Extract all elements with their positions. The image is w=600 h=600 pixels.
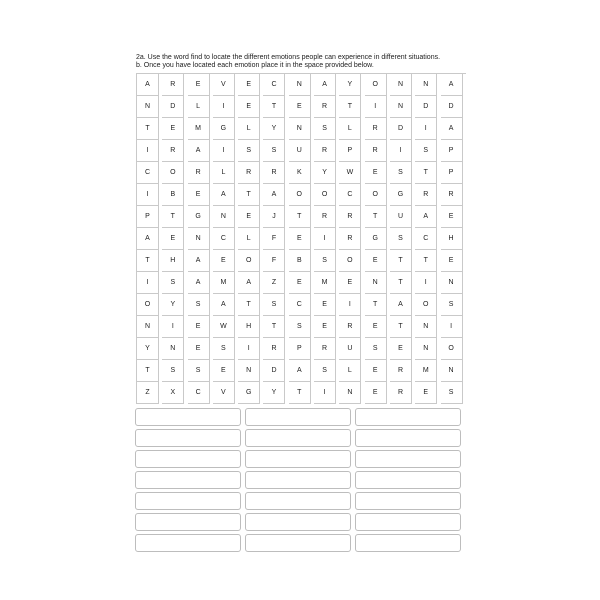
grid-cell: A [289, 360, 311, 382]
grid-cell: E [365, 162, 387, 184]
grid-cell: A [137, 228, 159, 250]
grid-cell: F [263, 250, 285, 272]
grid-cell: W [339, 162, 361, 184]
grid-cell: A [314, 74, 336, 96]
grid-cell: N [441, 360, 463, 382]
answer-box[interactable] [135, 492, 241, 510]
grid-cell: S [314, 360, 336, 382]
grid-cell: Z [263, 272, 285, 294]
grid-cell: I [162, 316, 184, 338]
grid-cell: N [339, 382, 361, 404]
grid-cell: E [213, 250, 235, 272]
grid-cell: D [162, 96, 184, 118]
grid-cell: X [162, 382, 184, 404]
grid-cell: R [314, 140, 336, 162]
grid-cell: S [441, 382, 463, 404]
answer-box[interactable] [245, 408, 351, 426]
grid-cell: O [238, 250, 260, 272]
answer-box[interactable] [355, 534, 461, 552]
grid-cell: E [441, 250, 463, 272]
grid-cell: N [415, 316, 437, 338]
grid-cell: R [314, 338, 336, 360]
grid-cell: P [289, 338, 311, 360]
grid-cell: H [238, 316, 260, 338]
grid-cell: G [365, 228, 387, 250]
grid-cell: R [314, 96, 336, 118]
grid-cell: S [188, 360, 210, 382]
grid-cell: A [213, 294, 235, 316]
grid-cell: T [339, 96, 361, 118]
grid-cell: E [162, 118, 184, 140]
grid-cell: G [238, 382, 260, 404]
grid-cell: E [339, 272, 361, 294]
grid-cell: E [390, 338, 412, 360]
grid-cell: E [289, 228, 311, 250]
grid-cell: E [188, 338, 210, 360]
grid-cell: J [263, 206, 285, 228]
grid-cell: E [415, 382, 437, 404]
word-search-grid [136, 73, 466, 404]
grid-cell: I [314, 228, 336, 250]
grid-cell: L [339, 360, 361, 382]
grid-cell: E [314, 316, 336, 338]
grid-cell: G [390, 184, 412, 206]
grid-cell: D [390, 118, 412, 140]
grid-cell: N [289, 74, 311, 96]
grid-cell: S [263, 140, 285, 162]
answer-box[interactable] [355, 492, 461, 510]
grid-cell: L [238, 228, 260, 250]
grid-cell: T [137, 360, 159, 382]
grid-cell: V [213, 382, 235, 404]
grid-cell: A [188, 272, 210, 294]
answer-box[interactable] [355, 408, 461, 426]
grid-cell: S [289, 316, 311, 338]
instruction-b: b. Once you have located each emotion place it in the space provided below. [136, 62, 374, 69]
grid-cell: E [238, 74, 260, 96]
grid-cell: N [415, 338, 437, 360]
grid-cell: I [213, 140, 235, 162]
grid-cell: T [263, 316, 285, 338]
grid-cell: A [441, 74, 463, 96]
grid-cell: C [289, 294, 311, 316]
grid-cell: Y [263, 118, 285, 140]
answer-box[interactable] [135, 450, 241, 468]
grid-cell: W [213, 316, 235, 338]
grid-cell: A [390, 294, 412, 316]
grid-cell: L [213, 162, 235, 184]
answer-box[interactable] [245, 450, 351, 468]
grid-cell: F [263, 228, 285, 250]
instruction-2a: 2a. Use the word find to locate the different emotions people can experience in different situations. [136, 54, 441, 61]
grid-cell: E [365, 250, 387, 272]
grid-cell: H [162, 250, 184, 272]
grid-cell: E [238, 96, 260, 118]
grid-cell: E [289, 272, 311, 294]
grid-cell: I [137, 184, 159, 206]
grid-cell: T [137, 250, 159, 272]
grid-cell: S [314, 118, 336, 140]
grid-cell: E [238, 206, 260, 228]
grid-cell: O [162, 162, 184, 184]
grid-cell: Y [263, 382, 285, 404]
grid-cell: C [213, 228, 235, 250]
grid-cell: E [365, 382, 387, 404]
grid-cell: O [314, 184, 336, 206]
grid-cell: N [415, 74, 437, 96]
grid-cell: E [365, 360, 387, 382]
grid-cell: R [238, 162, 260, 184]
grid-cell: N [137, 96, 159, 118]
grid-cell: N [188, 228, 210, 250]
grid-cell: S [188, 294, 210, 316]
grid-cell: N [289, 118, 311, 140]
instructions [136, 54, 476, 70]
grid-cell: M [415, 360, 437, 382]
grid-cell: Y [314, 162, 336, 184]
answer-boxes [135, 408, 461, 552]
grid-cell: R [339, 316, 361, 338]
grid-cell: L [238, 118, 260, 140]
grid-cell: R [415, 184, 437, 206]
grid-cell: I [415, 272, 437, 294]
grid-cell: T [365, 206, 387, 228]
grid-cell: O [137, 294, 159, 316]
grid-cell: N [390, 96, 412, 118]
grid-cell: U [339, 338, 361, 360]
grid-cell: G [213, 118, 235, 140]
grid-cell: D [415, 96, 437, 118]
grid-cell: T [365, 294, 387, 316]
answer-box[interactable] [355, 513, 461, 531]
grid-cell: Y [339, 74, 361, 96]
grid-cell: T [137, 118, 159, 140]
grid-cell: D [263, 360, 285, 382]
grid-cell: E [188, 74, 210, 96]
grid-cell: E [314, 294, 336, 316]
grid-cell: E [441, 206, 463, 228]
grid-cell: R [339, 206, 361, 228]
answer-box[interactable] [245, 471, 351, 489]
grid-cell: T [238, 294, 260, 316]
grid-cell: S [365, 338, 387, 360]
grid-cell: E [213, 360, 235, 382]
answer-box[interactable] [355, 471, 461, 489]
grid-cell: R [162, 74, 184, 96]
grid-cell: I [365, 96, 387, 118]
grid-cell: S [390, 162, 412, 184]
grid-cell: A [441, 118, 463, 140]
grid-cell: R [188, 162, 210, 184]
grid-cell: I [213, 96, 235, 118]
answer-box[interactable] [135, 408, 241, 426]
grid-cell: C [339, 184, 361, 206]
grid-cell: C [137, 162, 159, 184]
grid-cell: O [415, 294, 437, 316]
grid-cell: T [162, 206, 184, 228]
grid-cell: N [213, 206, 235, 228]
grid-cell: R [314, 206, 336, 228]
grid-cell: R [365, 140, 387, 162]
grid-cell: R [390, 360, 412, 382]
grid-cell: T [289, 206, 311, 228]
grid-cell: N [365, 272, 387, 294]
grid-cell: T [289, 382, 311, 404]
grid-cell: E [188, 316, 210, 338]
grid-cell: E [289, 96, 311, 118]
grid-cell: S [162, 272, 184, 294]
answer-box[interactable] [245, 534, 351, 552]
grid-cell: E [162, 228, 184, 250]
grid-cell: M [213, 272, 235, 294]
grid-cell: I [415, 118, 437, 140]
grid-cell: R [162, 140, 184, 162]
answer-box[interactable] [245, 429, 351, 447]
grid-cell: L [188, 96, 210, 118]
grid-cell: N [162, 338, 184, 360]
grid-cell: A [415, 206, 437, 228]
grid-cell: R [365, 118, 387, 140]
grid-cell: A [188, 140, 210, 162]
grid-cell: T [390, 272, 412, 294]
grid-cell: I [314, 382, 336, 404]
grid-cell: A [188, 250, 210, 272]
grid-cell: I [441, 316, 463, 338]
grid-cell: A [263, 184, 285, 206]
grid-cell: L [339, 118, 361, 140]
grid-cell: S [162, 360, 184, 382]
grid-cell: T [415, 162, 437, 184]
answer-box[interactable] [135, 471, 241, 489]
grid-cell: R [390, 382, 412, 404]
grid-cell: S [314, 250, 336, 272]
grid-cell: I [238, 338, 260, 360]
grid-cell: O [365, 184, 387, 206]
grid-cell: T [415, 250, 437, 272]
grid-cell: I [137, 140, 159, 162]
grid-cell: P [339, 140, 361, 162]
answer-box[interactable] [355, 429, 461, 447]
grid-cell: T [263, 96, 285, 118]
grid-cell: A [137, 74, 159, 96]
grid-cell: S [213, 338, 235, 360]
grid-cell: B [162, 184, 184, 206]
grid-cell: T [390, 250, 412, 272]
grid-cell: P [137, 206, 159, 228]
grid-cell: S [263, 294, 285, 316]
grid-cell: P [441, 140, 463, 162]
grid-cell: B [289, 250, 311, 272]
grid-cell: Y [137, 338, 159, 360]
grid-cell: M [314, 272, 336, 294]
grid-cell: O [289, 184, 311, 206]
grid-cell: N [137, 316, 159, 338]
grid-cell: S [238, 140, 260, 162]
grid-cell: Y [162, 294, 184, 316]
grid-cell: E [365, 316, 387, 338]
grid-cell: S [390, 228, 412, 250]
grid-cell: I [390, 140, 412, 162]
answer-box[interactable] [355, 450, 461, 468]
grid-cell: Z [137, 382, 159, 404]
grid-cell: I [339, 294, 361, 316]
grid-cell: G [188, 206, 210, 228]
grid-cell: K [289, 162, 311, 184]
grid-cell: R [441, 184, 463, 206]
answer-box[interactable] [135, 534, 241, 552]
grid-cell: I [137, 272, 159, 294]
grid-cell: T [390, 316, 412, 338]
grid-cell: U [390, 206, 412, 228]
grid-cell: T [238, 184, 260, 206]
answer-box[interactable] [135, 429, 241, 447]
grid-cell: S [415, 140, 437, 162]
grid-cell: E [188, 184, 210, 206]
grid-cell: N [238, 360, 260, 382]
grid-cell: D [441, 96, 463, 118]
grid-cell: U [289, 140, 311, 162]
grid-cell: C [415, 228, 437, 250]
grid-cell: O [339, 250, 361, 272]
grid-cell: R [339, 228, 361, 250]
grid-cell: O [441, 338, 463, 360]
grid-cell: M [188, 118, 210, 140]
grid-cell: O [365, 74, 387, 96]
grid-cell: S [441, 294, 463, 316]
grid-cell: N [390, 74, 412, 96]
grid-cell: C [188, 382, 210, 404]
grid-cell: R [263, 338, 285, 360]
grid-cell: A [213, 184, 235, 206]
answer-box[interactable] [245, 492, 351, 510]
grid-cell: R [263, 162, 285, 184]
grid-cell: A [238, 272, 260, 294]
answer-box[interactable] [135, 513, 241, 531]
grid-cell: H [441, 228, 463, 250]
grid-cell: V [213, 74, 235, 96]
grid-cell: P [441, 162, 463, 184]
grid-cell: N [441, 272, 463, 294]
answer-box[interactable] [245, 513, 351, 531]
grid-cell: C [263, 74, 285, 96]
